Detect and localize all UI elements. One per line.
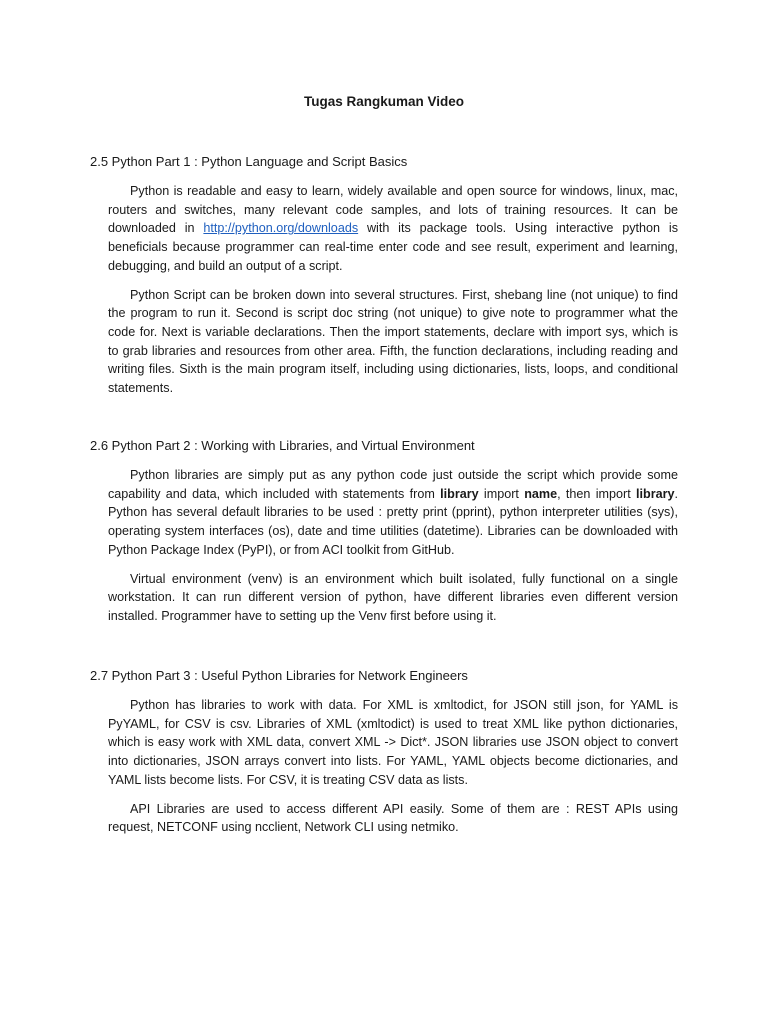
paragraph-text: import	[478, 486, 525, 501]
section-python-part-1	[90, 153, 680, 408]
document-title: Tugas Rangkuman Video	[303, 94, 465, 109]
paragraph-text: Python is readable and easy to learn, widely available and open source for windows, linux, mac, routers and switches, many relevant code samples, and lots of training resources. It can be downloaded in	[108, 184, 678, 236]
bold-term: library	[440, 486, 479, 501]
paragraph-text: Python libraries are simply put as any python code just outside the script which provide some capability and data, which included with statements from	[108, 468, 678, 501]
paragraph: Virtual environment (venv) is an environment which built isolated, fully functional on a single workstation. It can run different version of python, have different libraries even different version installed. Programmer have to setting up the Venv first before using it.	[108, 571, 678, 623]
section-heading: 2.7 Python Part 3 : Useful Python Libraries for Network Engineers	[90, 668, 468, 683]
section-python-part-3	[90, 667, 680, 847]
section-heading: 2.6 Python Part 2 : Working with Libraries, and Virtual Environment	[90, 438, 475, 453]
section-heading: 2.5 Python Part 1 : Python Language and Script Basics	[90, 154, 408, 169]
paragraph	[108, 466, 678, 560]
paragraph: Python Script can be broken down into several structures. First, shebang line (not unique) to find the program to run it. Second is script doc string (not unique) to give note to programmer what the code for. Next is variable declarations. Then the import statements, declare with import sys, which is to grab libraries and resources from other area. Fifth, the function declarations, including reading and writing files. Sixth is the main program itself, including using dictionaries, lists, loops, and conditional statements.	[108, 287, 678, 396]
bold-term: name	[524, 486, 558, 501]
section-python-part-2	[90, 437, 680, 636]
bold-term: library	[636, 486, 675, 501]
python-downloads-link[interactable]: http://python.org/downloads	[203, 221, 359, 236]
paragraph	[108, 182, 678, 276]
paragraph: Python has libraries to work with data. For XML is xmltodict, for JSON still json, for YAML is PyYAML, for CSV is csv. Libraries of XML (xmltodict) is used to treat XML like python dictionaries, which is easy work with XML data, convert XML -> Dict*. JSON libraries use JSON object to convert into dictionaries, JSON arrays convert into lists. For YAML, YAML objects become dictionaries, and YAML lists become lists. For CSV, it is treating CSV data as lists.	[108, 698, 678, 787]
paragraph-text: with its package tools. Using interactive python is beneficials because programmer can real-time enter code and see result, experiment and learning, debugging, and build an output of a script.	[108, 221, 678, 273]
paragraph-text: . Python has several default libraries to be used : pretty print (pprint), python interpreter utilities (sys), operating system interfaces (os), date and time utilities (datetime). Libraries can be downloaded with Python Package Index (PyPI), or from ACI toolkit from GitHub.	[108, 486, 679, 557]
paragraph: API Libraries are used to access different API easily. Some of them are : REST APIs using request, NETCONF using ncclient, Network CLI using netmiko.	[108, 801, 678, 835]
paragraph-text: , then import	[557, 486, 636, 501]
